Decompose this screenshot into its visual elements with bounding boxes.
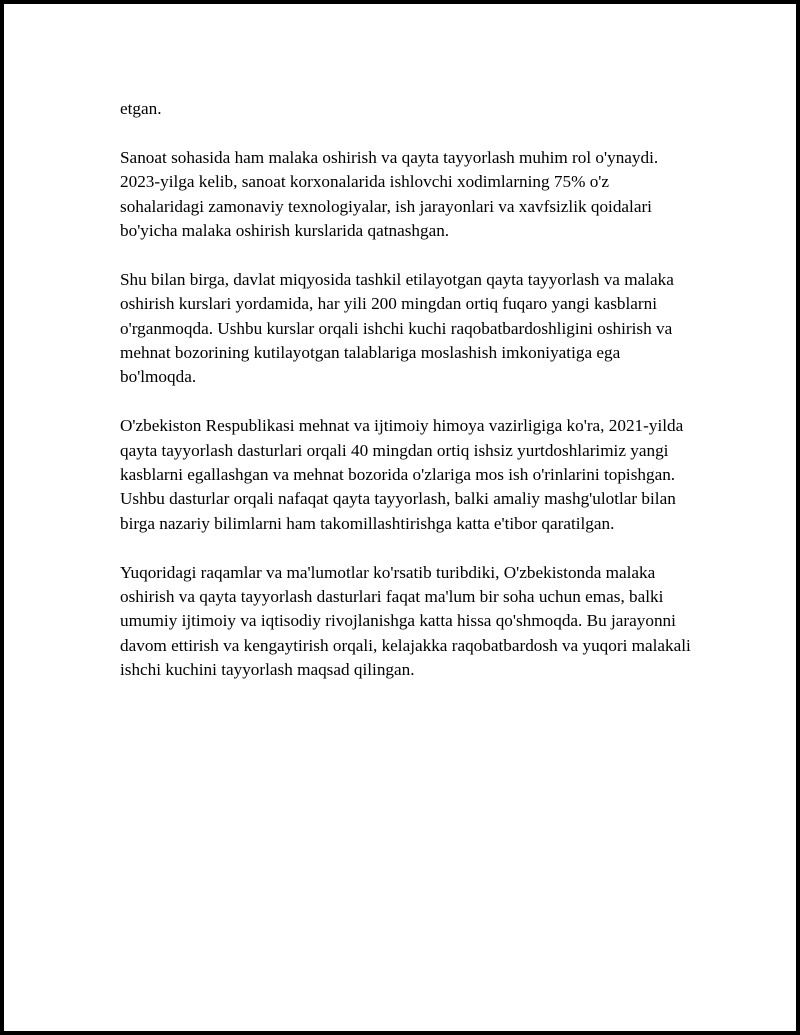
paragraph-continuation: etgan.: [120, 99, 162, 118]
paragraph-conclusion: Yuqoridagi raqamlar va ma'lumotlar ko'rsatib turibdiki, O'zbekistonda malaka oshirish va qayta tayyorlash dasturlari faqat ma'lum bir soha uchun emas, balki umumiy ijtimoiy va iqtisodiy rivojlanishga katta hissa qo'shmoqda. Bu jarayonni davom ettirish va kengaytirish orqali, kelajakka raqobatbardosh va yuqori malakali ishchi kuchini tayyorlash maqsad qilingan.: [120, 562, 691, 680]
paragraph-industry-training: Sanoat sohasida ham malaka oshirish va qayta tayyorlash muhim rol o'ynaydi. 2023-yilga kelib, sanoat korxonalarida ishlovchi xodimlarning 75% o'z sohalaridagi zamonaviy texnologiyalar, ish jarayonlari va xavfsizlik qoidalari bo'yicha malaka oshirish kurslarida qatnashgan.: [120, 147, 659, 241]
document-body: [120, 97, 695, 707]
paragraph-ministry-statistics: O'zbekiston Respublikasi mehnat va ijtimoiy himoya vazirligiga ko'ra, 2021-yilda qayta tayyorlash dasturlari orqali 40 mingdan ortiq ishsiz yurtdoshlarimiz yangi kasblarni egallashgan va mehnat bozorida o'zlariga mos ish o'rinlarini topishgan. Ushbu dasturlar orqali nafaqat qayta tayyorlash, balki amaliy mashg'ulotlar bilan birga nazariy bilimlarni ham takomillashtirishga katta e'tibor qaratilgan.: [120, 416, 684, 533]
paragraph-state-retraining: Shu bilan birga, davlat miqyosida tashkil etilayotgan qayta tayyorlash va malaka oshirish kurslari yordamida, har yili 200 mingdan ortiq fuqaro yangi kasblarni o'rganmoqda. Ushbu kurslar orqali ishchi kuchi raqobatbardoshligini oshirish va mehnat bozorining kutilayotgan talablariga moslashish imkoniyatiga ega bo'lmoqda.: [120, 269, 674, 387]
